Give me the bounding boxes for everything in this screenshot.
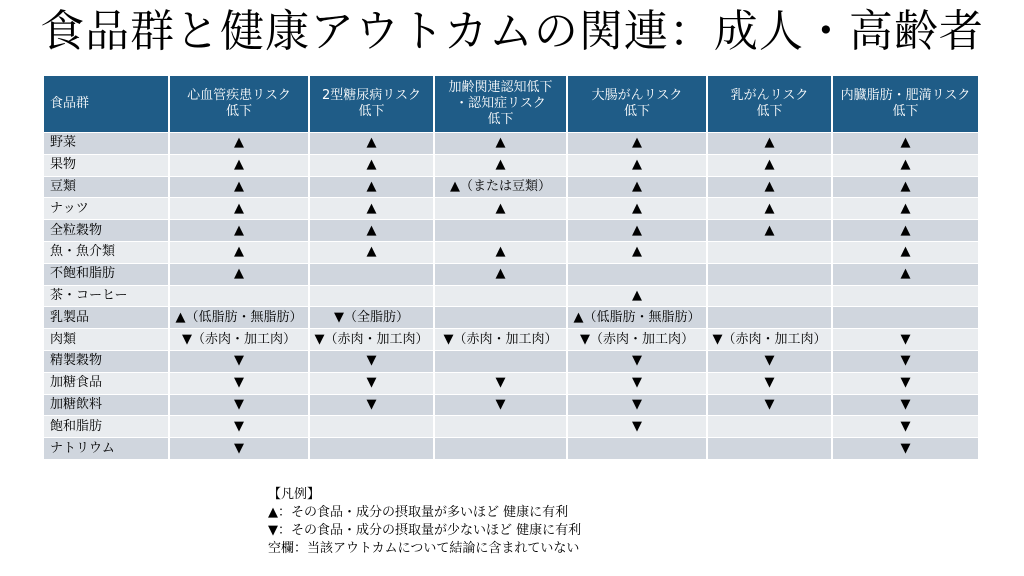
row-label: ナッツ xyxy=(44,197,170,219)
table-cell: ▲ xyxy=(568,285,708,307)
table-cell xyxy=(435,219,568,241)
table-body xyxy=(44,132,978,459)
table-row xyxy=(44,176,978,198)
legend-up: ▲：その食品・成分の摂取量が多いほど 健康に有利 xyxy=(268,505,569,520)
table-cell: ▼ xyxy=(708,394,833,416)
table-cell xyxy=(310,415,435,437)
table-cell: ▼ xyxy=(568,350,708,372)
table-cell: ▲ xyxy=(435,197,568,219)
table-cell: ▼ xyxy=(833,415,978,437)
table-cell: ▼ xyxy=(170,394,310,416)
column-header: 内臓脂肪・肥満リスク 低下 xyxy=(833,76,978,132)
table-cell xyxy=(833,306,978,328)
table-row xyxy=(44,415,978,437)
table-cell: ▲ xyxy=(568,219,708,241)
table-cell: ▲ xyxy=(435,132,568,154)
legend xyxy=(268,486,581,558)
table-cell: ▲ xyxy=(310,241,435,263)
table-cell xyxy=(435,415,568,437)
table-cell: ▲ xyxy=(310,154,435,176)
table-cell: ▲ xyxy=(708,154,833,176)
legend-down: ▼：その食品・成分の摂取量が少ないほど 健康に有利 xyxy=(268,523,582,538)
column-header: 食品群 xyxy=(44,76,170,132)
row-label: 肉類 xyxy=(44,328,170,350)
table-cell xyxy=(568,437,708,459)
table-cell: ▼ xyxy=(708,372,833,394)
table-cell: ▲ xyxy=(170,241,310,263)
table-cell: ▲ xyxy=(310,176,435,198)
table-cell xyxy=(435,437,568,459)
table-cell: ▲ xyxy=(568,241,708,263)
table-cell xyxy=(708,241,833,263)
table-cell: ▲ xyxy=(833,219,978,241)
table-cell xyxy=(708,415,833,437)
table-cell xyxy=(170,285,310,307)
column-header: 乳がんリスク 低下 xyxy=(708,76,833,132)
table-cell: ▼ xyxy=(170,415,310,437)
table-cell: ▼ xyxy=(568,372,708,394)
table-cell: ▲ xyxy=(833,197,978,219)
table-cell: ▲ xyxy=(435,154,568,176)
table-cell: ▲ xyxy=(435,241,568,263)
table-cell: ▲ xyxy=(568,176,708,198)
row-label: 加糖飲料 xyxy=(44,394,170,416)
column-header: 加齢関連認知低下 ・認知症リスク 低下 xyxy=(435,76,568,132)
table-cell xyxy=(435,350,568,372)
table-cell: ▲（低脂肪・無脂肪） xyxy=(568,306,708,328)
table-cell xyxy=(708,263,833,285)
table-row xyxy=(44,306,978,328)
table-cell: ▼（全脂肪） xyxy=(310,306,435,328)
row-label: 精製穀物 xyxy=(44,350,170,372)
row-label: 茶・コーヒー xyxy=(44,285,170,307)
row-label: 豆類 xyxy=(44,176,170,198)
row-label: 乳製品 xyxy=(44,306,170,328)
row-label: 全粒穀物 xyxy=(44,219,170,241)
table-cell: ▼ xyxy=(310,394,435,416)
page-title: 食品群と健康アウトカムの関連：成人・高齢者 xyxy=(40,6,984,57)
table-cell: ▼ xyxy=(310,350,435,372)
table-row xyxy=(44,285,978,307)
table-cell: ▼（赤肉・加工肉） xyxy=(310,328,435,350)
column-header: 大腸がんリスク 低下 xyxy=(568,76,708,132)
table-cell: ▼ xyxy=(708,350,833,372)
table-cell: ▼ xyxy=(310,372,435,394)
table-row xyxy=(44,372,978,394)
table-cell: ▼ xyxy=(170,350,310,372)
legend-heading: 【凡例】 xyxy=(268,487,321,502)
row-label: 飽和脂肪 xyxy=(44,415,170,437)
table-cell xyxy=(833,285,978,307)
table-cell: ▼ xyxy=(833,372,978,394)
table-cell: ▲（または豆類） xyxy=(435,176,568,198)
table-cell: ▲ xyxy=(833,154,978,176)
legend-blank: 空欄：当該アウトカムについて結論に含まれていない xyxy=(268,541,580,556)
row-label: 野菜 xyxy=(44,132,170,154)
food-outcome-table xyxy=(44,76,978,459)
table-row xyxy=(44,350,978,372)
table-cell xyxy=(310,285,435,307)
table-cell: ▼ xyxy=(568,415,708,437)
table-cell: ▼（赤肉・加工肉） xyxy=(708,328,833,350)
row-label: 加糖食品 xyxy=(44,372,170,394)
table-cell: ▲ xyxy=(170,176,310,198)
table-cell: ▼ xyxy=(435,372,568,394)
table-cell: ▲ xyxy=(833,176,978,198)
table-cell: ▲ xyxy=(833,132,978,154)
table-cell: ▲ xyxy=(435,263,568,285)
table-cell: ▼（赤肉・加工肉） xyxy=(435,328,568,350)
table-cell: ▲ xyxy=(833,263,978,285)
table-cell: ▲ xyxy=(170,219,310,241)
table-cell xyxy=(568,263,708,285)
table-cell: ▼ xyxy=(833,328,978,350)
table-cell: ▲ xyxy=(170,263,310,285)
table-cell: ▲ xyxy=(568,132,708,154)
table-cell: ▼ xyxy=(833,437,978,459)
table-cell xyxy=(708,437,833,459)
table-cell: ▲ xyxy=(708,176,833,198)
table-cell xyxy=(708,306,833,328)
table-cell: ▼ xyxy=(170,437,310,459)
table-cell: ▼（赤肉・加工肉） xyxy=(568,328,708,350)
table-cell xyxy=(435,306,568,328)
table-cell: ▲ xyxy=(170,197,310,219)
table-cell: ▲ xyxy=(310,132,435,154)
table-row xyxy=(44,263,978,285)
table-cell: ▲ xyxy=(170,132,310,154)
table-cell: ▲ xyxy=(568,154,708,176)
table-cell: ▲ xyxy=(310,197,435,219)
table-cell: ▲ xyxy=(708,219,833,241)
column-header: 2型糖尿病リスク 低下 xyxy=(310,76,435,132)
table-cell: ▲（低脂肪・無脂肪） xyxy=(170,306,310,328)
table-cell xyxy=(310,437,435,459)
table-cell: ▲ xyxy=(708,132,833,154)
row-label: ナトリウム xyxy=(44,437,170,459)
table-cell: ▲ xyxy=(708,197,833,219)
table-cell: ▲ xyxy=(170,154,310,176)
table-row xyxy=(44,197,978,219)
table-cell: ▼（赤肉・加工肉） xyxy=(170,328,310,350)
table-cell: ▼ xyxy=(833,394,978,416)
table-row xyxy=(44,394,978,416)
table-row xyxy=(44,132,978,154)
row-label: 果物 xyxy=(44,154,170,176)
table-header-row xyxy=(44,76,978,132)
table-cell: ▼ xyxy=(833,350,978,372)
table-row xyxy=(44,219,978,241)
table-cell xyxy=(435,285,568,307)
table-cell: ▼ xyxy=(170,372,310,394)
table-cell: ▲ xyxy=(833,241,978,263)
table-cell: ▼ xyxy=(568,394,708,416)
table-row xyxy=(44,328,978,350)
table-cell: ▼ xyxy=(435,394,568,416)
row-label: 不飽和脂肪 xyxy=(44,263,170,285)
table-cell: ▲ xyxy=(310,219,435,241)
table-cell xyxy=(310,263,435,285)
column-header: 心血管疾患リスク 低下 xyxy=(170,76,310,132)
table-row xyxy=(44,241,978,263)
row-label: 魚・魚介類 xyxy=(44,241,170,263)
table-cell: ▲ xyxy=(568,197,708,219)
table-row xyxy=(44,154,978,176)
table-row xyxy=(44,437,978,459)
table-cell xyxy=(708,285,833,307)
